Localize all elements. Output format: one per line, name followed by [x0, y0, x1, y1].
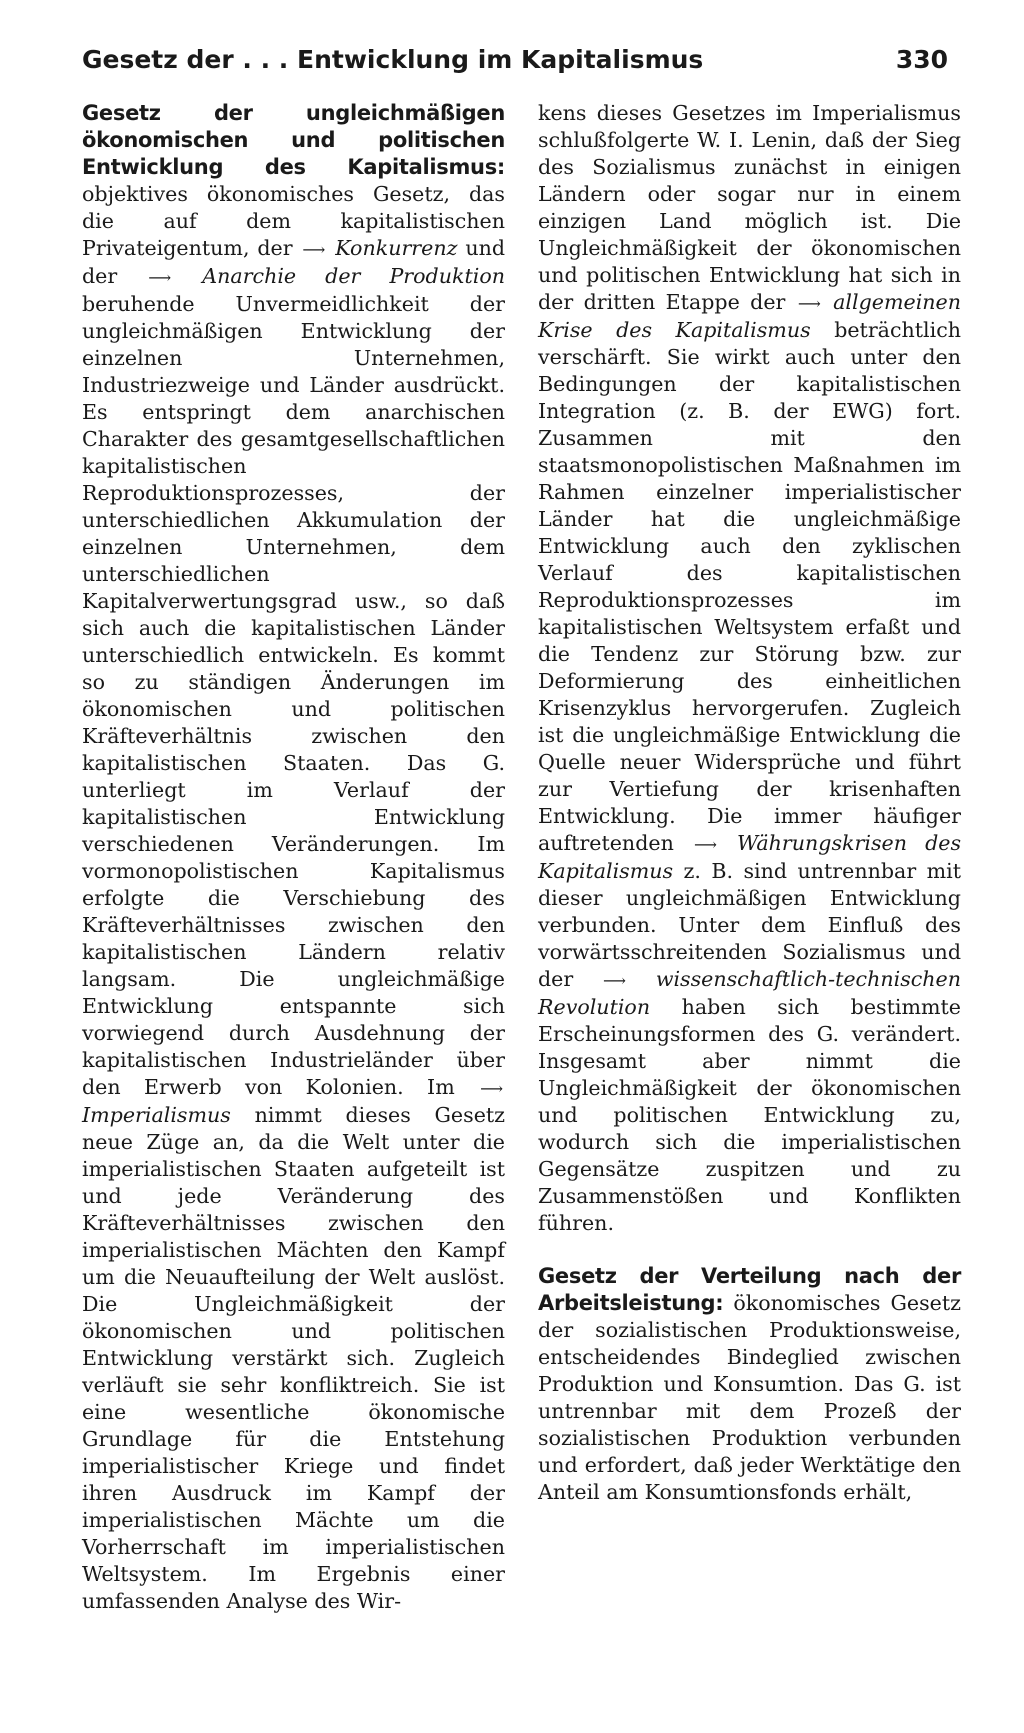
cross-reference-arrow-icon: ⟶	[693, 835, 717, 854]
entry-text: haben sich bestimmte Erscheinungsformen des G. verändert. Insgesamt aber nimmt die Ungleichmäßigkeit der ökonomischen und politischen Entwicklung zu, wodurch sich die imperialistischen Gegensätze zuspitzen und zu Zusammenstößen und Konflikten führen.	[538, 995, 961, 1235]
dictionary-entry	[82, 100, 505, 1615]
entry-lemma: Gesetz der ungleichmäßigen ökonomischen und politischen Entwicklung des Kapitalismus:	[82, 101, 505, 179]
left-column	[82, 100, 505, 1615]
entry-text: beträchtlich verschärft. Sie wirkt auch unter den Bedingungen der kapitalistischen Integration (z. B. der EWG) fort. Zusammen mit den staatsmonopolistischen Maßnahmen im Rahmen einzelner imperialistischer Länder hat die ungleichmäßige Entwicklung auch den zyklischen Verlauf des kapitalistischen Reproduktionsprozesses im kapitalistischen Weltsystem erfaßt und die Tendenz zur Störung bzw. zur Deformierung des einheitlichen Krisenzyklus hervorgerufen. Zugleich ist die ungleichmäßige Entwicklung die Quelle neuer Widersprüche und führt zur Vertiefung der krisenhaften Entwicklung. Die immer häufiger auftretenden	[538, 318, 961, 855]
cross-reference[interactable]: Anarchie der Produktion	[202, 264, 505, 288]
cross-reference[interactable]: Imperialismus	[82, 1103, 231, 1127]
entry-text: kens dieses Gesetzes im Imperialismus schlußfolgerte W. I. Lenin, daß der Sieg des Sozialismus zunächst in einigen Ländern oder sogar nur in einem einzigen Land möglich ist. Die Ungleichmäßigkeit der ökonomischen und politischen Entwicklung hat sich in der dritten Etappe der	[538, 101, 961, 314]
cross-reference[interactable]: allgemeinen Krise des Kapitalismus	[538, 290, 961, 342]
entry-text: und der	[82, 236, 506, 288]
entry-text: beruhende Unvermeidlichkeit der ungleichmäßigen Entwicklung der einzelnen Unternehmen, Industriezweige und Länder ausdrückt. Es entspringt dem anarchischen Charakter des gesamtgesellschaftlichen kapitalistischen Reproduktionsprozesses, der unterschiedlichen Akkumulation der einzelnen Unternehmen, dem unterschiedlichen Kapitalverwertungsgrad usw., so daß sich auch die kapitalistischen Länder unterschiedlich entwickeln. Es kommt so zu ständigen Änderungen im ökonomischen und politischen Kräfteverhältnis zwischen den kapitalistischen Staaten. Das G. unterliegt im Verlauf der kapitalistischen Entwicklung verschiedenen Veränderungen. Im vormonopolistischen Kapitalismus erfolgte die Verschiebung des Kräfteverhältnisses zwischen den kapitalistischen Ländern relativ langsam. Die ungleichmäßige Entwicklung entspannte sich vorwiegend durch Ausdehnung der kapitalistischen Industrieländer über den Erwerb von Kolonien. Im	[82, 292, 505, 1099]
cross-reference[interactable]: Konkurrenz	[335, 236, 458, 260]
cross-reference[interactable]: Währungskrisen des Kapitalismus	[538, 831, 962, 883]
cross-reference-arrow-icon: ⟶	[797, 294, 821, 313]
running-title: Gesetz der . . . Entwicklung im Kapitalismus	[82, 45, 704, 74]
cross-reference-arrow-icon: ⟶	[148, 268, 172, 287]
entry-text: nimmt dieses Gesetz neue Züge an, da die Welt unter die imperialistischen Staaten aufgeteilt ist und jede Veränderung des Kräfteverhältnisses zwischen den imperialistischen Mächten den Kampf um die Neuaufteilung der Welt auslöst. Die Ungleichmäßigkeit der ökonomischen und politischen Entwicklung verstärkt sich. Zugleich verläuft sie sehr konfliktreich. Sie ist eine wesentliche ökonomische Grundlage für die Entstehung imperialistischer Kriege und findet ihren Ausdruck im Kampf der imperialistischen Mächte um die Vorherrschaft im imperialistischen Weltsystem. Im Ergebnis einer umfassenden Analyse des Wir-	[82, 1103, 506, 1613]
cross-reference-arrow-icon: ⟶	[302, 240, 326, 259]
dictionary-entry	[538, 1263, 961, 1506]
dictionary-entry-continuation	[538, 100, 961, 1237]
cross-reference-arrow-icon: ⟶	[480, 1079, 504, 1098]
cross-reference[interactable]: wissenschaftlich-technischen Revolution	[538, 967, 962, 1019]
cross-reference-arrow-icon: ⟶	[603, 971, 626, 990]
running-head	[82, 40, 948, 80]
entry-lemma: Gesetz der Verteilung nach der Arbeitsleistung:	[538, 1264, 961, 1315]
entry-text: z. B. sind untrennbar mit dieser ungleichmäßigen Entwicklung verbunden. Unter dem Einfluß des vorwärtsschreitenden Sozialismus und der	[538, 859, 961, 991]
entry-text: ökonomisches Gesetz der sozialistischen Produktionsweise, entscheidendes Bindeglied zwischen Produktion und Konsumtion. Das G. ist untrennbar mit dem Prozeß der sozialistischen Produktion verbunden und erfordert, daß jeder Werktätige den Anteil am Konsumtionsfonds erhält,	[538, 1291, 961, 1504]
page-number: 330	[895, 45, 948, 74]
right-column	[538, 100, 961, 1506]
entry-text: objektives ökonomisches Gesetz, das die auf dem kapitalistischen Privateigentum, der	[82, 182, 505, 260]
